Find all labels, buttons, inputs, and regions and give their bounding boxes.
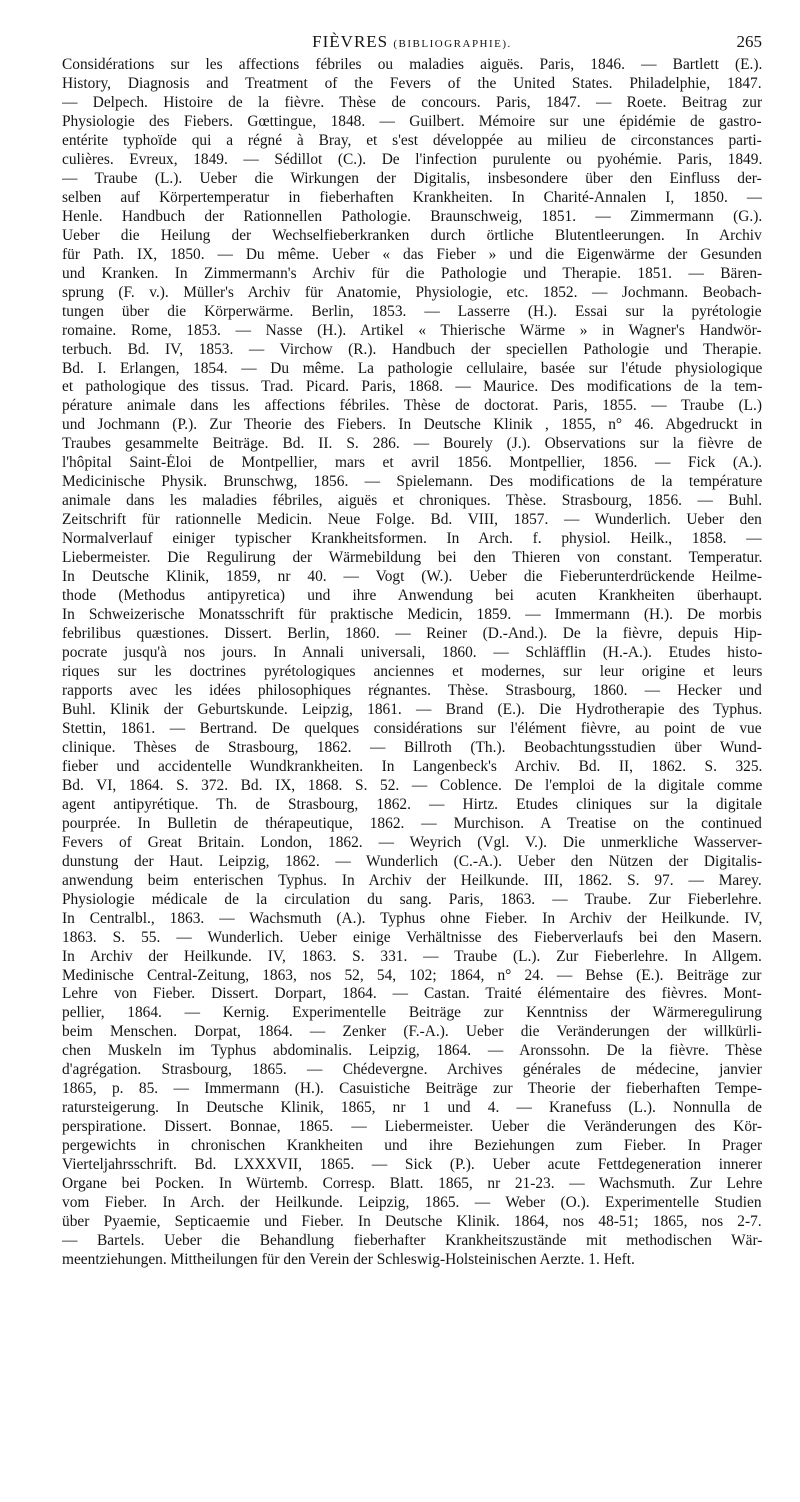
text-line: History, Diagnosis and Treatment of the Fevers of the United States. Philadelphie, 1847. xyxy=(62,74,762,92)
running-title-sub: (BIBLIOGRAPHIE). xyxy=(393,38,512,50)
text-line: Considérations sur les affections fébriles ou maladies aiguës. Paris, 1846. — Bartlett (E.). xyxy=(62,56,762,73)
text-line: chen Muskeln im Typhus abdominalis. Leipzig, 1864. — Aronssohn. De la fièvre. Thèse xyxy=(62,1042,762,1060)
text-line: 1865, p. 85. — Immermann (H.). Casuistiche Beiträge zur Theorie der fieberhaften Tempe- xyxy=(62,1080,762,1098)
text-line: Bd. VI, 1864. S. 372. Bd. IX, 1868. S. 52. — Coblence. De l'emploi de la digitale comme xyxy=(62,776,762,794)
text-line: Buhl. Klinik der Geburtskunde. Leipzig, 1861. — Brand (E.). Die Hydrotherapie des Typhus. xyxy=(62,700,762,718)
page-number: 265 xyxy=(736,32,762,51)
text-line: In Deutsche Klinik, 1859, nr 40. — Vogt (W.). Ueber die Fieberunterdrückende Heilme- xyxy=(62,568,762,586)
text-line: Stettin, 1861. — Bertrand. De quelques considérations sur l'élément fièvre, au point de vue xyxy=(62,719,762,737)
text-line: pellier, 1864. — Kernig. Experimentelle Beiträge zur Kenntniss der Wärmeregulirung xyxy=(62,1004,762,1022)
text-line: perspiratione. Dissert. Bonnae, 1865. — Liebermeister. Ueber die Veränderungen des Kör- xyxy=(62,1118,762,1136)
text-line: sprung (F. v.). Müller's Archiv für Anatomie, Physiologie, etc. 1852. — Jochmann. Beobach- xyxy=(62,283,762,301)
text-line: fieber und accidentelle Wundkrankheiten. In Langenbeck's Archiv. Bd. II, 1862. S. 325. xyxy=(62,757,762,775)
text-line: febrilibus quæstiones. Dissert. Berlin, 1860. — Reiner (D.-And.). De la fièvre, depuis Hip- xyxy=(62,625,762,643)
text-line: Physiologie des Fiebers. Gœttingue, 1848. — Guilbert. Mémoire sur une épidémie de gastro- xyxy=(62,112,762,130)
text-line: et pathologique des tissus. Trad. Picard. Paris, 1868. — Maurice. Des modifications de la tem- xyxy=(62,378,762,396)
text-line: Medicinische Physik. Brunschwg, 1856. — Spielemann. Des modifications de la température xyxy=(62,473,762,491)
text-line: selben auf Körpertemperatur in fieberhaften Krankheiten. In Charité-Annalen I, 1850. — xyxy=(62,188,762,206)
text-line: Henle. Handbuch der Rationnellen Pathologie. Braunschweig, 1851. — Zimmermann (G.). xyxy=(62,207,762,225)
text-line: rapports avec les idées philosophiques régnantes. Thèse. Strasbourg, 1860. — Hecker und xyxy=(62,681,762,699)
text-line: In Archiv der Heilkunde. IV, 1863. S. 331. — Traube (L.). Zur Fieberlehre. In Allgem. xyxy=(62,947,762,965)
text-line: über Pyaemie, Septicaemie und Fieber. In Deutsche Klinik. 1864, nos 48-51; 1865, nos 2-7. xyxy=(62,1213,762,1231)
text-line: — Bartels. Ueber die Behandlung fieberhafter Krankheitszustände mit methodischen Wär- xyxy=(62,1232,762,1250)
text-line: tungen über die Körperwärme. Berlin, 1853. — Lasserre (H.). Essai sur la pyrétologie xyxy=(62,302,762,320)
text-line: Liebermeister. Die Regulirung der Wärmebildung bei den Thieren von constant. Temperatur. xyxy=(62,549,762,567)
text-line: Fevers of Great Britain. London, 1862. — Weyrich (Vgl. V.). Die unmerkliche Wasserver- xyxy=(62,833,762,851)
text-line: Medinische Central-Zeitung, 1863, nos 52, 54, 102; 1864, n° 24. — Behse (E.). Beiträge zur xyxy=(62,966,762,984)
text-line: 1863. S. 55. — Wunderlich. Ueber einige Verhältnisse des Fieberverlaufs bei den Masern. xyxy=(62,928,762,946)
text-line: l'hôpital Saint-Éloi de Montpellier, mars et avril 1856. Montpellier, 1856. — Fick (A.). xyxy=(62,454,762,472)
running-title-main: FIÈVRES xyxy=(312,32,389,51)
text-line: vom Fieber. In Arch. der Heilkunde. Leipzig, 1865. — Weber (O.). Experimentelle Studien xyxy=(62,1194,762,1212)
text-line: riques sur les doctrines pyrétologiques anciennes et modernes, sur leur origine et leurs xyxy=(62,663,762,680)
text-line: agent antipyrétique. Th. de Strasbourg, 1862. — Hirtz. Etudes cliniques sur la digitale xyxy=(62,795,762,813)
text-line: thode (Methodus antipyretica) und ihre Anwendung bei acuten Krankheiten überhaupt. xyxy=(62,587,762,605)
text-line: ratursteigerung. In Deutsche Klinik, 1865, nr 1 und 4. — Kranefuss (L.). Nonnulla de xyxy=(62,1099,762,1117)
text-line: — Delpech. Histoire de la fièvre. Thèse de concours. Paris, 1847. — Roete. Beitrag zur xyxy=(62,93,762,111)
text-line: entérite typhoïde qui a régné à Bray, et s'est développée au milieu de circonstances parti- xyxy=(62,131,762,149)
text-line: pocrate jusqu'à nos jours. In Annali universali, 1860. — Schläfflin (H.-A.). Etudes histo- xyxy=(62,644,762,662)
text-line: Organe bei Pocken. In Würtemb. Corresp. Blatt. 1865, nr 21-23. — Wachsmuth. Zur Lehre xyxy=(62,1175,762,1193)
text-line: In Centralbl., 1863. — Wachsmuth (A.). Typhus ohne Fieber. In Archiv der Heilkunde. IV, xyxy=(62,909,762,927)
text-line: und Jochmann (P.). Zur Theorie des Fiebers. In Deutsche Klinik , 1855, n° 46. Abgedruckt in xyxy=(62,416,762,434)
text-line: Normalverlauf einiger typischer Krankheitsformen. In Arch. f. physiol. Heilk., 1858. — xyxy=(62,530,762,548)
text-line: Physiologie médicale de la circulation du sang. Paris, 1863. — Traube. Zur Fieberlehre. xyxy=(62,890,762,908)
bibliography-text xyxy=(62,56,762,1270)
text-line: In Schweizerische Monatsschrift für praktische Medicin, 1859. — Immermann (H.). De morbis xyxy=(62,606,762,624)
text-line: meentziehungen. Mittheilungen für den Verein der Schleswig-Holsteinischen Aerzte. 1. Heft. xyxy=(62,1251,635,1269)
text-line: terbuch. Bd. IV, 1853. — Virchow (R.). Handbuch der speciellen Pathologie und Therapie. xyxy=(62,340,762,358)
text-line: pérature animale dans les affections fébriles. Thèse de doctorat. Paris, 1855. — Traube (L.) xyxy=(62,397,762,415)
text-line: anwendung beim enterischen Typhus. In Archiv der Heilkunde. III, 1862. S. 97. — Marey. xyxy=(62,871,762,889)
book-page xyxy=(62,30,762,1270)
text-line: pergewichts in chronischen Krankheiten und ihre Beziehungen zum Fieber. In Prager xyxy=(62,1137,762,1155)
text-line: culières. Evreux, 1849. — Sédillot (C.). De l'infection purulente ou pyohémie. Paris, 1849. xyxy=(62,150,762,168)
text-line: Vierteljahrsschrift. Bd. LXXXVII, 1865. — Sick (P.). Ueber acute Fettdegeneration innerer xyxy=(62,1156,762,1174)
text-line: beim Menschen. Dorpat, 1864. — Zenker (F.-A.). Ueber die Veränderungen der willkürli- xyxy=(62,1023,762,1041)
text-line: für Path. IX, 1850. — Du même. Ueber « das Fieber » und die Eigenwärme der Gesunden xyxy=(62,245,762,263)
text-line: — Traube (L.). Ueber die Wirkungen der Digitalis, insbesondere über den Einfluss der- xyxy=(62,169,762,187)
text-line: pourprée. In Bulletin de thérapeutique, 1862. — Murchison. A Treatise on the continued xyxy=(62,814,762,832)
text-line: dunstung der Haut. Leipzig, 1862. — Wunderlich (C.-A.). Ueber den Nützen der Digitalis- xyxy=(62,852,762,870)
page-header xyxy=(62,30,762,56)
text-line: und Kranken. In Zimmermann's Archiv für die Pathologie und Therapie. 1851. — Bären- xyxy=(62,264,762,282)
running-title xyxy=(62,32,762,52)
text-line: Ueber die Heilung der Wechselfieberkranken durch örtliche Blutentleerungen. In Archiv xyxy=(62,226,762,244)
text-line: Traubes gesammelte Beiträge. Bd. II. S. 286. — Bourely (J.). Observations sur la fièvre de xyxy=(62,435,762,453)
text-line: Zeitschrift für rationnelle Medicin. Neue Folge. Bd. VIII, 1857. — Wunderlich. Ueber den xyxy=(62,511,762,529)
text-line: animale dans les maladies fébriles, aiguës et chroniques. Thèse. Strasbourg, 1856. — Buhl. xyxy=(62,492,762,510)
text-line: d'agrégation. Strasbourg, 1865. — Chédevergne. Archives générales de médecine, janvier xyxy=(62,1061,762,1079)
text-line: clinique. Thèses de Strasbourg, 1862. — Billroth (Th.). Beobachtungsstudien über Wund- xyxy=(62,738,762,756)
text-line: romaine. Rome, 1853. — Nasse (H.). Artikel « Thierische Wärme » in Wagner's Handwör- xyxy=(62,321,762,339)
text-line: Lehre von Fieber. Dissert. Dorpart, 1864. — Castan. Traité élémentaire des fièvres. Mont- xyxy=(62,985,762,1003)
text-line: Bd. I. Erlangen, 1854. — Du même. La pathologie cellulaire, basée sur l'étude physiologique xyxy=(62,359,762,377)
